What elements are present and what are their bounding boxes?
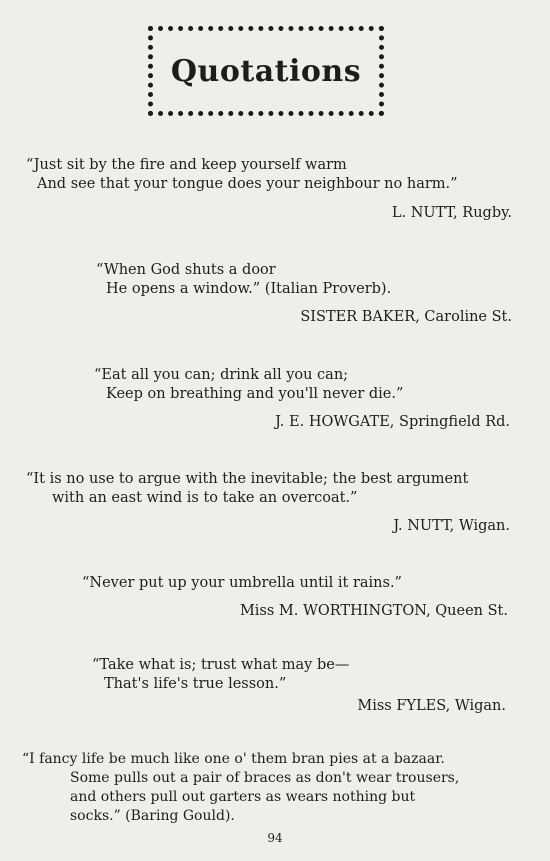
attribution: Miss FYLES, Wigan. [357, 698, 506, 714]
quote-line: He opens a window.” (Italian Proverb). [106, 281, 392, 297]
title-box [148, 26, 384, 116]
attribution: SISTER BAKER, Caroline St. [300, 309, 512, 325]
quote-7 [22, 750, 459, 826]
quote-line: “Eat all you can; drink all you can; [94, 367, 349, 383]
quote-6 [92, 656, 349, 694]
quote-line: and others pull out garters as wears nothing but [70, 789, 416, 805]
quote-3 [94, 366, 403, 404]
attribution: L. NUTT, Rugby. [391, 205, 512, 221]
quote-4 [26, 470, 468, 508]
quote-line: That's life's true lesson.” [104, 676, 287, 692]
page-title: Quotations [170, 53, 362, 89]
quote-2 [96, 261, 391, 299]
quote-line: Keep on breathing and you'll never die.” [106, 386, 404, 402]
quote-line: “When God shuts a door [96, 262, 276, 278]
quote-line: with an east wind is to take an overcoat.” [52, 490, 358, 506]
quote-line: “Just sit by the fire and keep yourself warm [26, 157, 347, 173]
quote-line: “Never put up your umbrella until it rains.” [82, 575, 402, 591]
attribution: J. E. HOWGATE, Springfield Rd. [275, 414, 510, 430]
quote-1 [26, 156, 458, 194]
quote-line: “I fancy life be much like one o' them bran pies at a bazaar. [22, 751, 445, 767]
quote-line: “Take what is; trust what may be— [92, 657, 350, 673]
quote-5 [82, 574, 402, 593]
quote-line: socks.” (Baring Gould). [70, 808, 235, 824]
attribution: J. NUTT, Wigan. [393, 518, 510, 534]
attribution: Miss M. WORTHINGTON, Queen St. [239, 603, 508, 619]
page-number: 94 [267, 831, 283, 845]
quote-line: “It is no use to argue with the inevitable; the best argument [26, 471, 469, 487]
quote-line: Some pulls out a pair of braces as don't wear trousers, [70, 770, 460, 786]
quote-line: And see that your tongue does your neighbour no harm.” [37, 176, 458, 192]
